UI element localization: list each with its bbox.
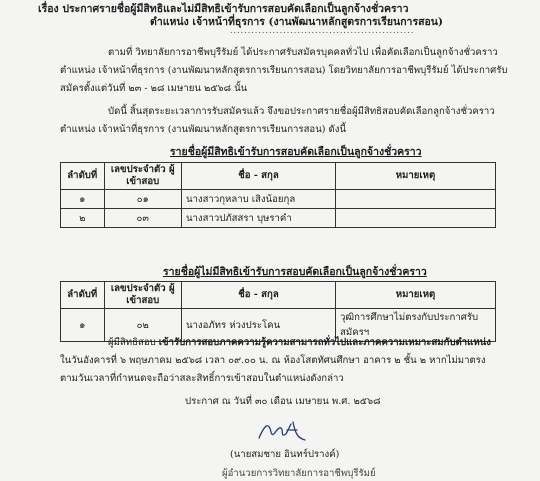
col-header-remark: หมายเหตุ — [335, 163, 495, 190]
cell-order: ๑ — [61, 309, 105, 342]
table-header-row — [61, 163, 496, 190]
table-row — [61, 209, 496, 228]
col-header-order: ลำดับที่ — [61, 282, 105, 309]
col-header-remark: หมายเหตุ — [336, 282, 496, 309]
cell-id: ๐๓ — [104, 209, 181, 228]
cell-remark — [335, 190, 495, 209]
cell-id: ๐๑ — [104, 190, 181, 209]
exam-notice-line-1 — [108, 334, 491, 352]
cell-remark: วุฒิการศึกษาไม่ตรงกับประกาศรับสมัครฯ — [336, 309, 496, 342]
exam-notice-bold: เข้ารับการสอบภาคความรู้ความสามารถทั่วไปและภาคความเหมาะสมกับตำแหน่ง — [158, 337, 491, 348]
exam-notice-prefix: ผู้มีสิทธิสอบ — [108, 337, 159, 348]
announce-date: ประกาศ ณ วันที่ ๓๐ เดือน เมษายน พ.ศ. ๒๕๖๘ — [185, 396, 381, 407]
cell-name: นางอภัทร ห่วงประโคน — [181, 309, 335, 342]
exam-notice-line-2: ในวันอังคารที่ ๖ พฤษภาคม ๒๕๖๘ เวลา ๐๙.๐๐ น. ณ ห้องโสตทัศนศึกษา อาคาร ๒ ชั้น ๒ หากไม่มาตรง — [60, 355, 486, 366]
cell-name: นางสาวปภัสสรา บุษราคำ — [181, 209, 335, 228]
col-header-id: เลขประจำตัว ผู้เข้าสอบ — [104, 163, 181, 190]
cell-order: ๑ — [61, 190, 105, 209]
eligible-table — [60, 162, 496, 228]
ineligible-table — [60, 281, 496, 342]
col-header-name: ชื่อ - สกุล — [181, 163, 335, 190]
signer-position: ผู้อำนวยการวิทยาลัยการอาชีพบุรีรัมย์ — [222, 468, 376, 479]
col-header-name: ชื่อ - สกุล — [181, 282, 335, 309]
document-position: ตำแหน่ง เจ้าหน้าที่ธุรการ (งานพัฒนาหลักสูตรการเรียนการสอน) — [150, 16, 443, 28]
ineligible-title: รายชื่อผู้ไม่มีสิทธิเข้ารับการสอบคัดเลือกเป็นลูกจ้างชั่วคราว — [163, 266, 427, 278]
intro-paragraph-1-line-2: ตำแหน่ง เจ้าหน้าที่ธุรการ (งานพัฒนาหลักสูตรการเรียนการสอน) โดยวิทยาลัยการอาชีพบุรีรัมย์ ได้ประกาศรับ — [60, 65, 508, 76]
cell-id: ๐๒ — [104, 309, 181, 342]
table-row — [61, 190, 496, 209]
cell-remark — [335, 209, 495, 228]
col-header-order: ลำดับที่ — [61, 163, 105, 190]
intro-paragraph-2-line-2: ตำแหน่ง เจ้าหน้าที่ธุรการ (งานพัฒนาหลักสูตรการเรียนการสอน) ดังนี้ — [60, 124, 347, 135]
intro-paragraph-1-line-3: สมัครตั้งแต่วันที่ ๒๓ - ๒๘ เมษายน ๒๕๖๘ นั้น — [60, 83, 248, 94]
document-subject: เรื่อง ประกาศรายชื่อผู้มีสิทธิและไม่มีสิทธิเข้ารับการสอบคัดเลือกเป็นลูกจ้างชั่วคราว — [38, 3, 409, 15]
col-header-id: เลขประจำตัว ผู้เข้าสอบ — [104, 282, 181, 309]
signature-image — [253, 418, 313, 444]
header-divider: .................................................... — [230, 26, 415, 35]
eligible-title: รายชื่อผู้มีสิทธิเข้ารับการสอบคัดเลือกเป็นลูกจ้างชั่วคราว — [170, 146, 422, 158]
cell-order: ๒ — [61, 209, 105, 228]
cell-name: นางสาวกุหลาบ เสิงน้อยกุล — [181, 190, 335, 209]
intro-paragraph-1-line-1: ตามที่ วิทยาลัยการอาชีพบุรีรัมย์ ได้ประกาศรับสมัครบุคคลทั่วไป เพื่อคัดเลือกเป็นลูกจ้างชั่วคราว — [108, 47, 498, 58]
intro-paragraph-2-line-1: บัดนี้ สิ้นสุดระยะเวลาการรับสมัครแล้ว จึงขอประกาศรายชื่อผู้มีสิทธิสอบคัดเลือกลูกจ้างชั่วคราว — [108, 106, 495, 117]
signer-name: (นายสมชาย อินทร์ปรางค์) — [230, 449, 340, 460]
table-header-row — [61, 282, 496, 309]
exam-notice-line-3: ตามวันเวลาที่กำหนดจะถือว่าสละสิทธิ์การเข้าสอบในตำแหน่งดังกล่าว — [60, 373, 344, 384]
